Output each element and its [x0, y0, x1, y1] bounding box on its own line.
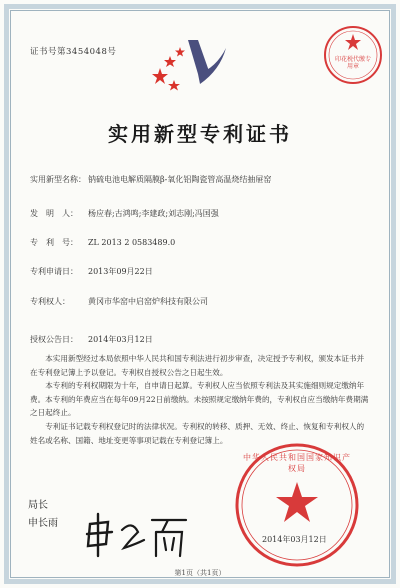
- director-name: 申长雨: [28, 518, 58, 529]
- director-title: 局长: [28, 500, 48, 511]
- star-icon: [164, 56, 176, 67]
- certificate-title: 实用新型专利证书: [108, 122, 292, 146]
- office-seal-text: 中华人民共和国国家知识产权局: [243, 453, 351, 473]
- tax-seal-text: 印花税代缴专用章: [334, 56, 371, 70]
- field-row: 专利权人： 黄冈市华窑中启窑炉科技有限公司: [30, 297, 208, 306]
- star-icon: [152, 68, 168, 84]
- field-row: 授权公告日： 2014年03月12日: [30, 335, 153, 344]
- tax-seal: [322, 24, 384, 86]
- field-row: 专利申请日： 2013年09月22日: [30, 267, 153, 276]
- paragraph: 专利证书记载专利权登记时的法律状况。专利权的转移、质押、无效、终止、恢复和专利权人的姓名或名称、国籍、地址变更等事项记载在专利登记簿上。: [30, 422, 365, 445]
- page-footer: 第1页（共1页）: [174, 569, 226, 577]
- paragraph: 本实用新型经过本局依照中华人民共和国专利法进行初步审查，决定授予专利权，颁发本证书并在专利登记簿上予以登记。专利权自授权公告之日起生效。: [30, 354, 365, 377]
- field-row: 专 利 号： ZL 2013 2 0583489.0: [30, 238, 176, 247]
- national-emblem-icon: [140, 22, 240, 102]
- field-row: 实用新型名称： 钠硫电池电解质隔膜β-氧化铝陶瓷管高温烧结抽屉窑: [30, 175, 272, 184]
- seal-date: 2014年03月12日: [262, 535, 327, 544]
- star-icon: [168, 80, 180, 91]
- field-row: 发 明 人： 杨应春;古鸿鸣;李建政;刘志刚;冯国强: [30, 209, 219, 218]
- paragraph: 本专利的专利权期限为十年，自申请日起算。专利权人应当依照专利法及其实施细则规定缴纳年费。本专利的年费应当在每年09月22日前缴纳。未按照规定缴纳年费的，专利权自应当缴纳年费期满之日起终止。: [30, 381, 369, 417]
- director-signature: [82, 510, 192, 560]
- star-icon: [175, 47, 185, 57]
- certificate-number: 证书号第3454048号: [30, 47, 117, 57]
